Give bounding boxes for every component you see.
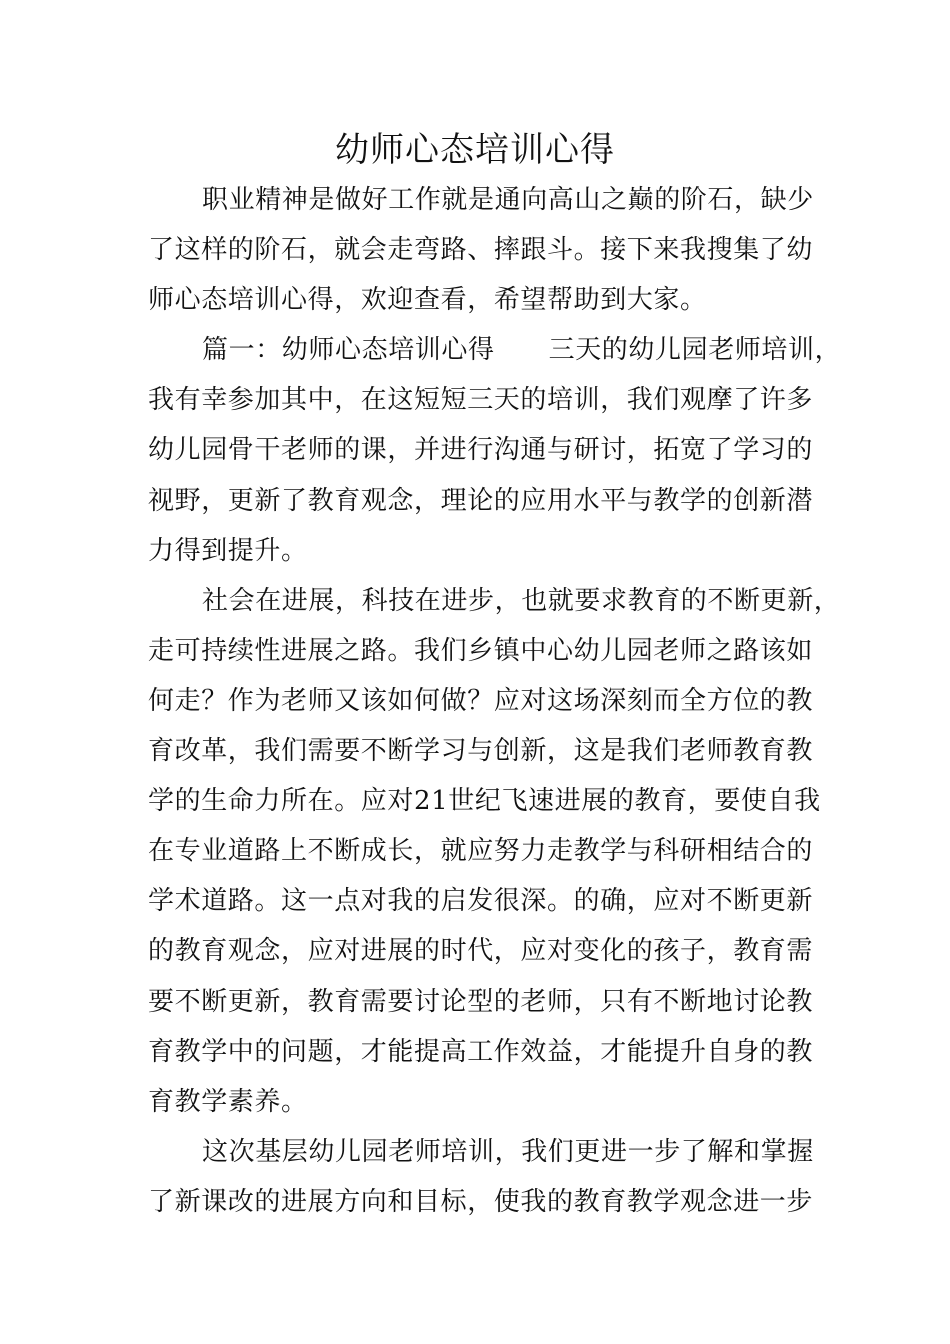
text-line [148,1127,812,1177]
document-body [148,175,842,1227]
text-line [148,926,812,976]
text-line-content: 职业精神是做好工作就是通向高山之巅的阶石，缺少 [202,185,814,215]
text-line [148,676,812,726]
text-line-content: 了新课改的进展方向和目标，使我的教育教学观念进一步 [148,1186,814,1217]
text-line [148,1177,812,1227]
text-line-continuation: 三天的幼儿园老师培训， [548,335,842,366]
text-line [148,826,812,876]
text-line [148,476,812,526]
text-line [148,325,842,375]
text-line-content: 篇一：幼师心态培训心得 [202,335,495,366]
text-line-content: 师心态培训心得，欢迎查看，希望帮助到大家。 [148,285,707,316]
text-line-content: 在专业道路上不断成长，就应努力走教学与科研相结合的 [148,836,814,867]
text-line-content: 育教学中的问题，才能提高工作效益，才能提升自身的教 [148,1036,814,1067]
document-title: 幼师心态培训心得 [335,130,615,170]
text-line-content: 育教学素养。 [148,1086,308,1117]
text-line-content: 力得到提升。 [148,535,308,566]
text-line-content: 社会在进展，科技在进步，也就要求教育的不断更新， [202,585,841,616]
text-line [148,1077,812,1127]
text-line-content: 我有幸参加其中，在这短短三天的培训，我们观摩了许多 [148,385,814,416]
text-line-content: 视野，更新了教育观念，理论的应用水平与教学的创新潜 [148,485,814,516]
text-line-content: 这次基层幼儿园老师培训，我们更进一步了解和掌握 [202,1136,814,1167]
text-line [148,776,821,826]
text-line [148,977,812,1027]
text-line-content: 走可持续性进展之路。我们乡镇中心幼儿园老师之路该如 [148,635,814,666]
text-line-content: 何走？作为老师又该如何做？应对这场深刻而全方位的教 [148,685,814,716]
text-line-content: 育改革，我们需要不断学习与创新，这是我们老师教育教 [148,736,814,767]
text-line [148,876,812,926]
text-line [148,526,812,576]
text-line-content: 学的生命力所在。应对21世纪飞速进展的教育，要使自我 [148,786,821,817]
text-line-content: 学术道路。这一点对我的启发很深。的确，应对不断更新 [148,886,814,917]
text-line-content: 了这样的阶石，就会走弯路、摔跟斗。接下来我搜集了幼 [148,235,814,266]
text-line [148,375,812,425]
text-line [148,425,812,475]
text-line [148,576,841,626]
text-line [148,726,812,776]
text-line-content: 的教育观念，应对进展的时代，应对变化的孩子，教育需 [148,936,814,967]
text-line-content: 幼儿园骨干老师的课，并进行沟通与研讨，拓宽了学习的 [148,435,814,466]
text-line [148,225,812,275]
text-line [148,626,812,676]
text-line [148,175,812,225]
text-line [148,1027,812,1077]
text-line-content: 要不断更新，教育需要讨论型的老师，只有不断地讨论教 [148,986,814,1017]
text-line [148,275,812,325]
